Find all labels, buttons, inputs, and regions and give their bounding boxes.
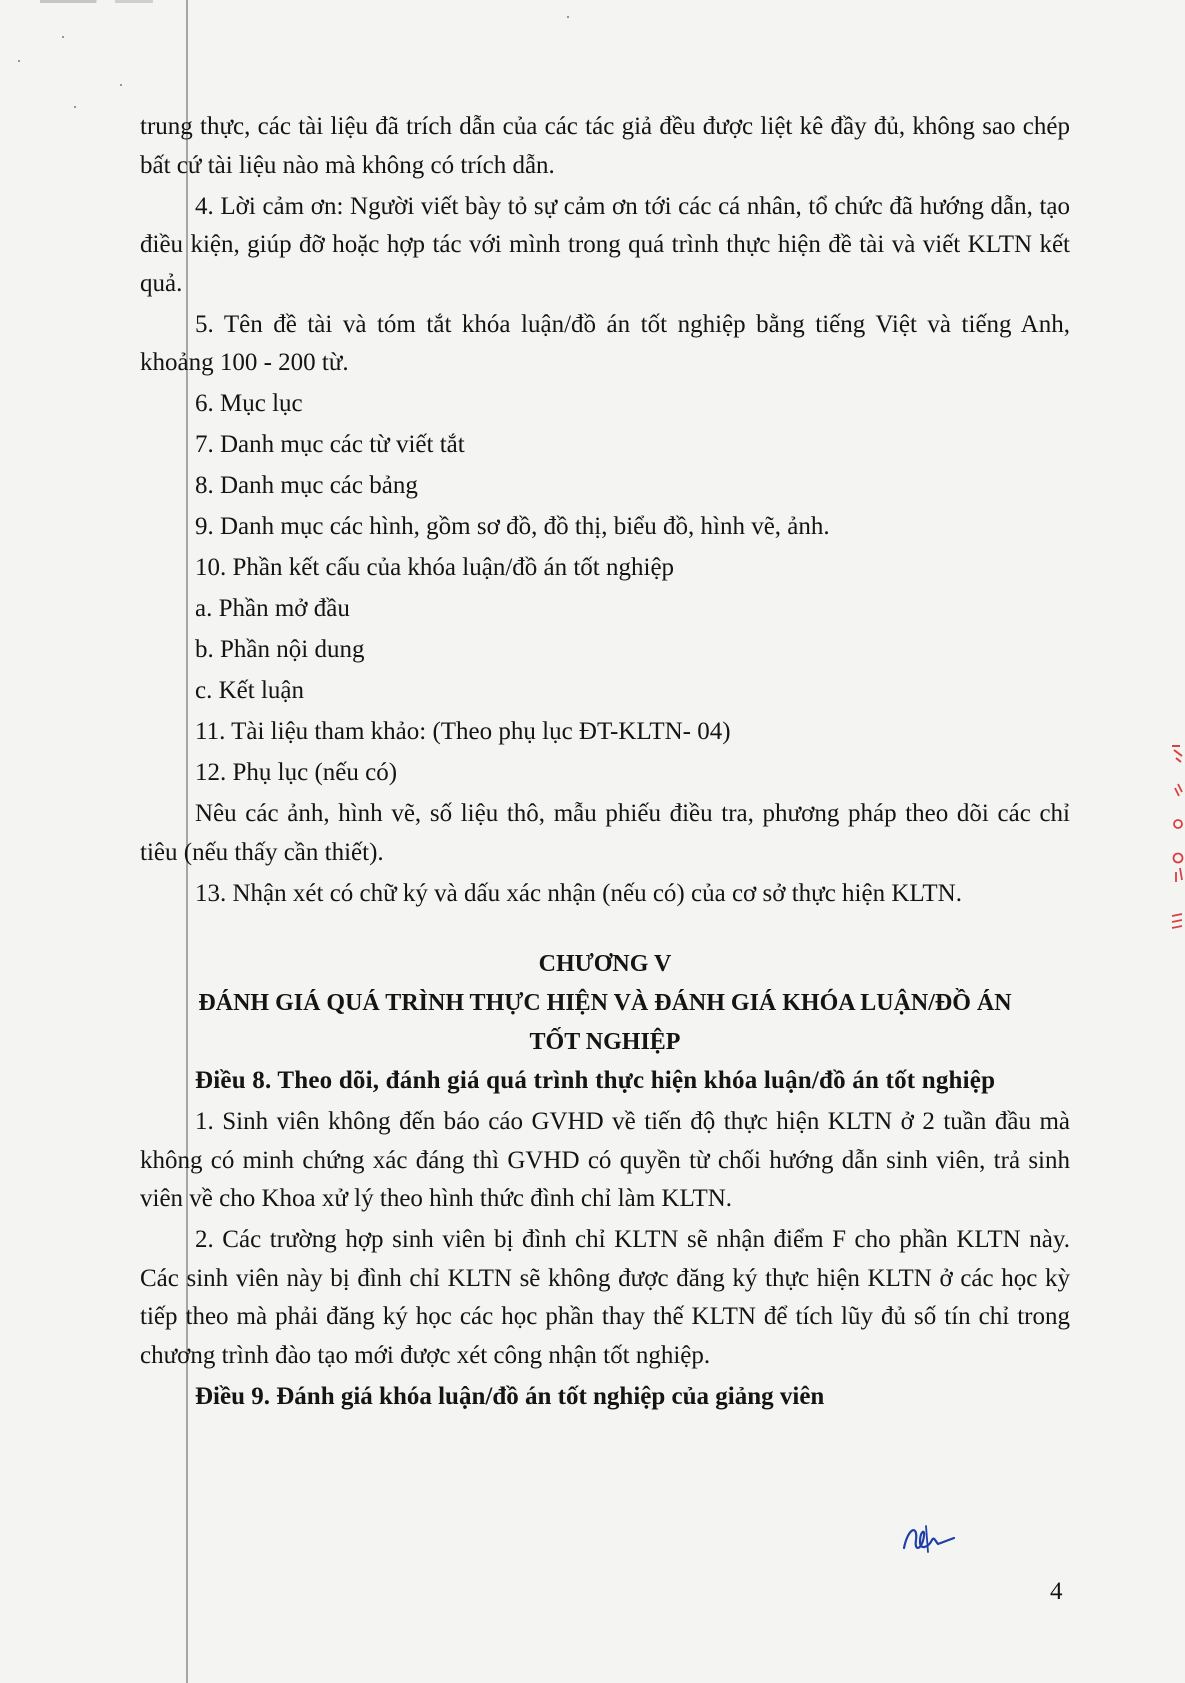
- page-number: 4: [1050, 1578, 1063, 1605]
- article-8-heading: Điều 8. Theo dõi, đánh giá quá trình thực hiện khóa luận/đồ án tốt nghiệp: [195, 1067, 996, 1094]
- chapter-heading: [140, 945, 1070, 1062]
- list-item-abbreviations: 7. Danh mục các từ viết tắt: [195, 431, 465, 458]
- scan-top-edge: [40, 0, 980, 3]
- article-9-heading: Điều 9. Đánh giá khóa luận/đồ án tốt nghiệp của giảng viên: [195, 1382, 825, 1410]
- document-body: [140, 108, 1070, 1416]
- list-item-title-abstract: 5. Tên đề tài và tóm tắt khóa luận/đồ án tốt nghiệp bằng tiếng Việt và tiếng Anh, khoảng 100 - 200 từ.: [140, 310, 1070, 376]
- paragraph-continuation: trung thực, các tài liệu đã trích dẫn của các tác giả đều được liệt kê đầy đủ, không sao chép bất cứ tài liệu nào mà không có trích dẫn.: [140, 113, 1070, 179]
- article-8-clause-1: 1. Sinh viên không đến báo cáo GVHD về tiến độ thực hiện KLTN ở 2 tuần đầu mà không có minh chứng xác đáng thì GVHD có quyền từ chối hướng dẫn sinh viên, trả sinh viên về cho Khoa xử lý theo hình thức đình chỉ làm KLTN.: [140, 1108, 1070, 1212]
- scan-speck: [62, 36, 64, 38]
- list-item-structure: 10. Phần kết cấu của khóa luận/đồ án tốt nghiệp: [195, 554, 675, 581]
- chapter-title-line2: TỐT NGHIỆP: [529, 1029, 681, 1055]
- chapter-title-line1: ĐÁNH GIÁ QUÁ TRÌNH THỰC HIỆN VÀ ĐÁNH GIÁ KHÓA LUẬN/ĐỒ ÁN: [198, 990, 1012, 1016]
- signature-initials: [898, 1518, 958, 1558]
- list-subitem-content: b. Phần nội dung: [195, 636, 365, 663]
- list-item-table-of-contents: 6. Mục lục: [195, 390, 303, 417]
- appendix-description: Nêu các ảnh, hình vẽ, số liệu thô, mẫu phiếu điều tra, phương pháp theo dõi các chỉ tiêu (nếu thấy cần thiết).: [140, 800, 1070, 866]
- list-item-figures: 9. Danh mục các hình, gồm sơ đồ, đồ thị, biểu đồ, hình vẽ, ảnh.: [195, 513, 830, 540]
- list-item-acknowledgement: 4. Lời cảm ơn: Người viết bày tỏ sự cảm ơn tới các cá nhân, tổ chức đã hướng dẫn, tạo điều kiện, giúp đỡ hoặc hợp tác với mình trong quá trình thực hiện đề tài và viết KLTN kết quả.: [140, 192, 1070, 297]
- article-8-clause-2: 2. Các trường hợp sinh viên bị đình chỉ KLTN sẽ nhận điểm F cho phần KLTN này. Các sinh viên này bị đình chỉ KLTN sẽ không được đăng ký thực hiện KLTN ở các học kỳ tiếp theo mà phải đăng ký học các học phần thay thế KLTN để tích lũy đủ số tín chỉ trong chương trình đào tạo mới được xét công nhận tốt nghiệp.: [140, 1226, 1070, 1369]
- list-subitem-conclusion: c. Kết luận: [195, 677, 304, 704]
- list-item-tables: 8. Danh mục các bảng: [195, 472, 418, 499]
- list-item-facility-review: 13. Nhận xét có chữ ký và dấu xác nhận (nếu có) của cơ sở thực hiện KLTN.: [195, 879, 962, 907]
- scan-speck: [74, 106, 76, 108]
- scan-speck: [120, 84, 122, 86]
- chapter-number: CHƯƠNG V: [538, 951, 672, 977]
- list-item-references: 11. Tài liệu tham khảo: (Theo phụ lục ĐT-KLTN- 04): [195, 718, 731, 745]
- red-stamp-edge: [1160, 740, 1185, 950]
- scan-speck: [567, 16, 569, 18]
- scan-speck: [18, 60, 20, 62]
- list-subitem-introduction: a. Phần mở đầu: [195, 595, 350, 622]
- list-item-appendix: 12. Phụ lục (nếu có): [195, 759, 398, 786]
